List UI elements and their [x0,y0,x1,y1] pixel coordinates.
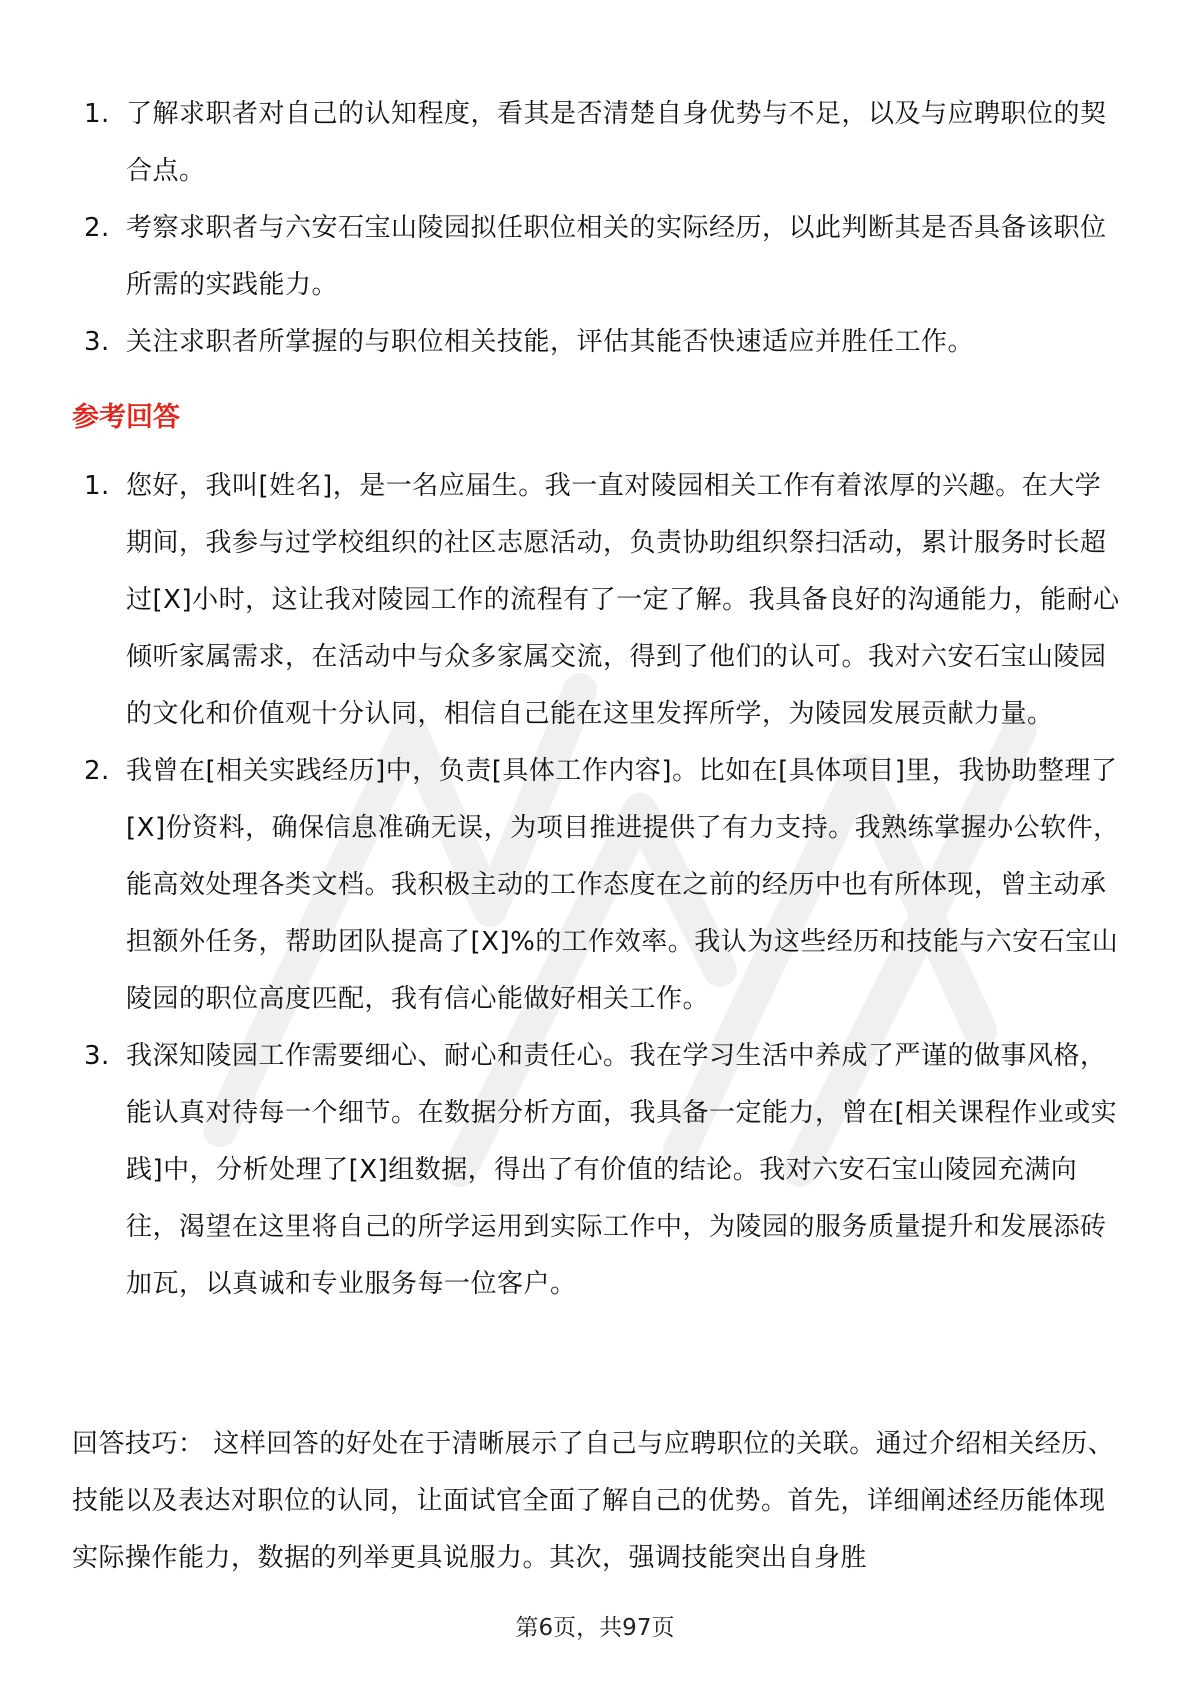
list-item [84,458,1124,743]
list-item [84,86,1124,200]
list-number: 1. [84,99,110,129]
list-item-text: 您好，我叫[姓名]，是一名应届生。我一直对陵园相关工作有着浓厚的兴趣。在大学期间，我参与过学校组织的社区志愿活动，负责协助组织祭扫活动，累计服务时长超过[X]小时，这让我对陵园工作的流程有了一定了解。我具备良好的沟通能力，能耐心倾听家属需求，在活动中与众多家属交流，得到了他们的认可。我对六安石宝山陵园的文化和价值观十分认同，相信自己能在这里发挥所学，为陵园发展贡献力量。 [126,471,1120,729]
reference-heading: 参考回答 [72,402,180,433]
list-item-text: 关注求职者所掌握的与职位相关技能，评估其能否快速适应并胜任工作。 [126,327,975,357]
list-number: 3. [84,327,110,357]
page-number: 第6页，共97页 [515,1615,675,1641]
list-item-text: 考察求职者与六安石宝山陵园拟任职位相关的实际经历，以此判断其是否具备该职位所需的实践能力。 [126,213,1107,300]
tips-paragraph [72,1416,1122,1587]
list-item-text: 我曾在[相关实践经历]中，负责[具体工作内容]。比如在[具体项目]里，我协助整理了[X]份资料，确保信息准确无误，为项目推进提供了有力支持。我熟练掌握办公软件，能高效处理各类文档。我积极主动的工作态度在之前的经历中也有所体现，曾主动承担额外任务，帮助团队提高了[X]%的工作效率。我认为这些经历和技能与六安石宝山陵园的职位高度匹配，我有信心能做好相关工作。 [126,756,1120,1014]
answer-list [84,458,1124,1313]
list-number: 2. [84,213,110,243]
list-item-text: 我深知陵园工作需要细心、耐心和责任心。我在学习生活中养成了严谨的做事风格，能认真对待每一个细节。在数据分析方面，我具备一定能力，曾在[相关课程作业或实践]中，分析处理了[X]组数据，得出了有价值的结论。我对六安石宝山陵园充满向往，渴望在这里将自己的所学运用到实际工作中，为陵园的服务质量提升和发展添砖加瓦，以真诚和专业服务每一位客户。 [126,1041,1118,1299]
list-item [84,200,1124,314]
tips-text: 这样回答的好处在于清晰展示了自己与应聘职位的关联。通过介绍相关经历、技能以及表达对职位的认同，让面试官全面了解自己的优势。首先，详细阐述经历能体现实际操作能力，数据的列举更具说服力。其次，强调技能突出自身胜 [72,1429,1115,1573]
list-item-text: 了解求职者对自己的认知程度，看其是否清楚自身优势与不足，以及与应聘职位的契合点。 [126,99,1107,186]
list-item [84,314,1124,371]
list-number: 3. [84,1041,110,1071]
list-number: 1. [84,471,110,501]
list-item [84,1028,1124,1313]
intro-list [84,86,1124,371]
list-item [84,743,1124,1028]
tips-label: 回答技巧： [72,1429,205,1459]
list-number: 2. [84,756,110,786]
